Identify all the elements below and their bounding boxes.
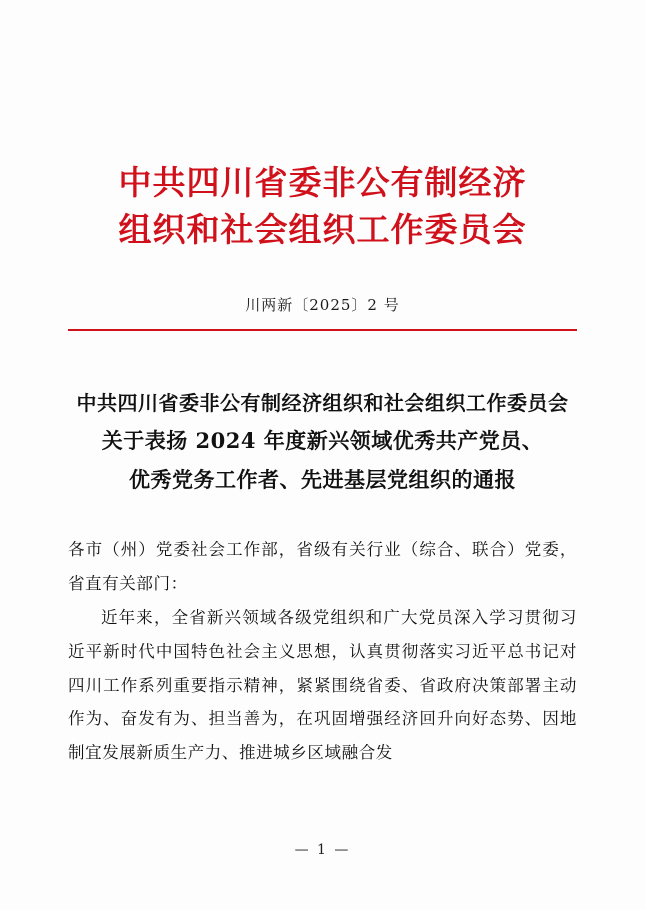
masthead-line-2: 组织和社会组织工作委员会 [118,209,527,249]
page-footer [0,842,645,858]
title-line-1: 中共四川省委非公有制经济组织和社会组织工作委员会 [76,390,569,415]
document-title [68,385,577,500]
masthead [68,0,577,254]
title-line-2: 关于表扬 2024 年度新兴领域优秀共产党员、 [101,427,544,453]
document-body [68,533,577,770]
red-divider-rule [68,329,577,331]
page-number: — 1 — [294,842,351,858]
document-number: 川两新〔2025〕2 号 [245,295,400,314]
title-line-3: 优秀党务工作者、先进基层党组织的通报 [129,466,516,492]
masthead-line-1: 中共四川省委非公有制经济 [118,163,527,202]
body-paragraph-addressee: 各市（州）党委社会工作部，省级有关行业（综合、联合）党委，省直有关部门： [68,540,577,594]
body-paragraph-1: 近年来，全省新兴领域各级党组织和广大党员深入学习贯彻习近平新时代中国特色社会主义思想，认真贯彻落实习近平总书记对四川工作系列重要指示精神，紧紧围绕省委、省政府决策部署主动作为、奋发有为、担当善为，在巩固增强经济回升向好态势、因地制宜发展新质生产力、推进城乡区域融合发 [68,608,577,763]
